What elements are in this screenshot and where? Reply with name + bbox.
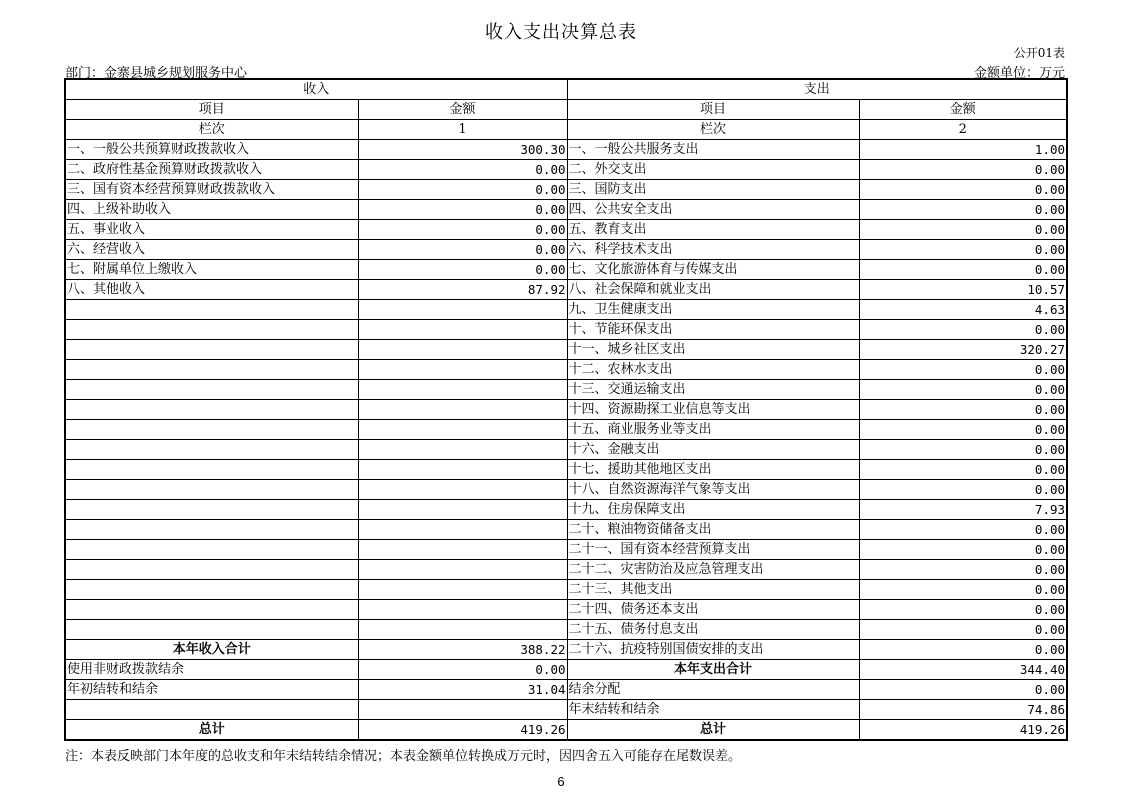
- grand-total-expense-label: 总计: [567, 720, 859, 741]
- income-item-label: [65, 340, 358, 360]
- expense-item-label: 三、国防支出: [567, 180, 859, 200]
- income-item-value: 0.00: [358, 220, 567, 240]
- nonfiscal-row: [65, 660, 1067, 680]
- expense-total-label: 本年支出合计: [567, 660, 859, 680]
- income-item-value: [358, 580, 567, 600]
- header-row-colnum: [65, 120, 1067, 140]
- footnote: 注：本表反映部门本年度的总收支和年末结转结余情况；本表金额单位转换成万元时，因四舍五入可能存在尾数误差。: [65, 749, 742, 764]
- table-row: [65, 400, 1067, 420]
- income-item-value: [358, 480, 567, 500]
- expense-item-label: 二十、粮油物资储备支出: [567, 520, 859, 540]
- income-item-value: 0.00: [358, 200, 567, 220]
- expense-item-label: 十五、商业服务业等支出: [567, 420, 859, 440]
- income-item-value: [358, 420, 567, 440]
- header-row-columns: [65, 100, 1067, 120]
- income-item-value: 0.00: [358, 180, 567, 200]
- expense-item-label: 二十二、灾害防治及应急管理支出: [567, 560, 859, 580]
- table-row: [65, 620, 1067, 640]
- table-row: [65, 540, 1067, 560]
- income-item-label: [65, 620, 358, 640]
- income-item-value: [358, 600, 567, 620]
- income-amount-header: 金额: [358, 100, 567, 120]
- begin-balance-value: 31.04: [358, 680, 567, 700]
- empty-cell: [65, 700, 358, 720]
- income-item-value: [358, 500, 567, 520]
- expense-item-label: 二十一、国有资本经营预算支出: [567, 540, 859, 560]
- header-row-section: [65, 79, 1067, 100]
- expense-item-value: 0.00: [859, 560, 1067, 580]
- expense-item-label: 一、一般公共服务支出: [567, 140, 859, 160]
- grand-total-expense-value: 419.26: [859, 720, 1067, 741]
- expense-item-value: 0.00: [859, 240, 1067, 260]
- income-item-value: [358, 440, 567, 460]
- expense-item-value: 0.00: [859, 360, 1067, 380]
- table-row: [65, 600, 1067, 620]
- expense-item-label: 二、外交支出: [567, 160, 859, 180]
- income-item-label: 五、事业收入: [65, 220, 358, 240]
- expense-item-label: 五、教育支出: [567, 220, 859, 240]
- income-header: 收入: [65, 79, 567, 100]
- table-row: [65, 560, 1067, 580]
- expense-item-label: 十八、自然资源海洋气象等支出: [567, 480, 859, 500]
- table-row: [65, 580, 1067, 600]
- income-item-label: [65, 540, 358, 560]
- income-item-label: [65, 400, 358, 420]
- table-row: [65, 460, 1067, 480]
- nonfiscal-label: 使用非财政拨款结余: [65, 660, 358, 680]
- income-item-value: [358, 520, 567, 540]
- income-item-label: 一、一般公共预算财政拨款收入: [65, 140, 358, 160]
- grand-total-row: [65, 720, 1067, 741]
- expense-item-value: 0.00: [859, 400, 1067, 420]
- form-code: 公开01表: [1013, 46, 1065, 60]
- income-item-value: [358, 540, 567, 560]
- expense-item-label: 十七、援助其他地区支出: [567, 460, 859, 480]
- income-item-label: 四、上级补助收入: [65, 200, 358, 220]
- page-title: 收入支出决算总表: [485, 22, 637, 43]
- expense-item-label: 二十五、债务付息支出: [567, 620, 859, 640]
- income-total-label: 本年收入合计: [65, 640, 358, 660]
- budget-summary-table: [64, 78, 1068, 741]
- income-item-value: 0.00: [358, 160, 567, 180]
- income-item-label: [65, 560, 358, 580]
- expense-item-value: 0.00: [859, 480, 1067, 500]
- expense-item-label: 十六、金融支出: [567, 440, 859, 460]
- expense-item-label: 十一、城乡社区支出: [567, 340, 859, 360]
- expense-item-label: 十、节能环保支出: [567, 320, 859, 340]
- nonfiscal-value: 0.00: [358, 660, 567, 680]
- expense-item-value: 0.00: [859, 600, 1067, 620]
- expense-item-label: 七、文化旅游体育与传媒支出: [567, 260, 859, 280]
- end-balance-row: [65, 700, 1067, 720]
- expense-item-value: 0.00: [859, 540, 1067, 560]
- end-balance-value: 74.86: [859, 700, 1067, 720]
- income-item-value: [358, 340, 567, 360]
- expense-col-label: 栏次: [567, 120, 859, 140]
- expense-item-label: 十四、资源勘探工业信息等支出: [567, 400, 859, 420]
- surplus-dist-label: 结余分配: [567, 680, 859, 700]
- table-row: [65, 260, 1067, 280]
- income-item-label: [65, 580, 358, 600]
- table-row: [65, 420, 1067, 440]
- expense-item-label: 二十四、债务还本支出: [567, 600, 859, 620]
- table-row: [65, 180, 1067, 200]
- table-row: [65, 440, 1067, 460]
- covid-expense-value: 0.00: [859, 640, 1067, 660]
- expense-item-value: 0.00: [859, 440, 1067, 460]
- expense-item-label: 十九、住房保障支出: [567, 500, 859, 520]
- balance-row: [65, 680, 1067, 700]
- unit-label: 金额单位：万元: [973, 66, 1065, 81]
- expense-item-value: 0.00: [859, 520, 1067, 540]
- income-item-value: 0.00: [358, 260, 567, 280]
- income-item-label: [65, 600, 358, 620]
- income-item-value: 300.30: [358, 140, 567, 160]
- income-item-label: 二、政府性基金预算财政拨款收入: [65, 160, 358, 180]
- income-item-value: [358, 300, 567, 320]
- income-item-label: 八、其他收入: [65, 280, 358, 300]
- expense-item-value: 0.00: [859, 220, 1067, 240]
- expense-item-value: 4.63: [859, 300, 1067, 320]
- expense-item-label: 四、公共安全支出: [567, 200, 859, 220]
- table-row: [65, 380, 1067, 400]
- table-row: [65, 200, 1067, 220]
- expense-item-value: 7.93: [859, 500, 1067, 520]
- income-item-label: [65, 480, 358, 500]
- income-item-label: [65, 320, 358, 340]
- income-total-value: 388.22: [358, 640, 567, 660]
- income-item-label: [65, 360, 358, 380]
- table-row: [65, 240, 1067, 260]
- income-item-label: 三、国有资本经营预算财政拨款收入: [65, 180, 358, 200]
- income-item-label: [65, 380, 358, 400]
- expense-item-value: 0.00: [859, 620, 1067, 640]
- income-item-value: 87.92: [358, 280, 567, 300]
- table-row: [65, 360, 1067, 380]
- income-item-value: [358, 360, 567, 380]
- covid-expense-label: 二十六、抗疫特别国债安排的支出: [567, 640, 859, 660]
- expense-item-label: 八、社会保障和就业支出: [567, 280, 859, 300]
- end-balance-label: 年末结转和结余: [567, 700, 859, 720]
- expense-item-value: 0.00: [859, 200, 1067, 220]
- page-number: 6: [557, 774, 565, 789]
- income-item-value: [358, 460, 567, 480]
- expense-item-value: 10.57: [859, 280, 1067, 300]
- income-item-label: [65, 420, 358, 440]
- expense-item-header: 项目: [567, 100, 859, 120]
- expense-item-label: 二十三、其他支出: [567, 580, 859, 600]
- table-row: [65, 140, 1067, 160]
- income-item-value: [358, 380, 567, 400]
- table-row: [65, 220, 1067, 240]
- expense-header: 支出: [567, 79, 1067, 100]
- income-item-value: [358, 560, 567, 580]
- expense-item-label: 十二、农林水支出: [567, 360, 859, 380]
- expense-item-value: 320.27: [859, 340, 1067, 360]
- income-item-label: [65, 520, 358, 540]
- expense-item-value: 0.00: [859, 380, 1067, 400]
- table-row: [65, 160, 1067, 180]
- table-row: [65, 500, 1067, 520]
- income-item-label: [65, 300, 358, 320]
- surplus-dist-value: 0.00: [859, 680, 1067, 700]
- income-item-label: [65, 460, 358, 480]
- expense-total-value: 344.40: [859, 660, 1067, 680]
- grand-total-income-label: 总计: [65, 720, 358, 741]
- table-row: [65, 340, 1067, 360]
- income-col-number: 1: [358, 120, 567, 140]
- grand-total-income-value: 419.26: [358, 720, 567, 741]
- expense-item-value: 0.00: [859, 580, 1067, 600]
- expense-item-value: 0.00: [859, 160, 1067, 180]
- table-row: [65, 480, 1067, 500]
- income-item-header: 项目: [65, 100, 358, 120]
- expense-item-value: 0.00: [859, 320, 1067, 340]
- income-item-label: 六、经营收入: [65, 240, 358, 260]
- table-row: [65, 280, 1067, 300]
- income-item-label: 七、附属单位上缴收入: [65, 260, 358, 280]
- department-label: 部门：金寨县城乡规划服务中心: [65, 66, 248, 81]
- expense-item-label: 六、科学技术支出: [567, 240, 859, 260]
- table-row: [65, 520, 1067, 540]
- income-total-row: [65, 640, 1067, 660]
- begin-balance-label: 年初结转和结余: [65, 680, 358, 700]
- income-item-label: [65, 440, 358, 460]
- income-item-value: [358, 620, 567, 640]
- income-item-value: [358, 320, 567, 340]
- income-col-label: 栏次: [65, 120, 358, 140]
- expense-amount-header: 金额: [859, 100, 1067, 120]
- expense-col-number: 2: [859, 120, 1067, 140]
- expense-item-value: 0.00: [859, 460, 1067, 480]
- expense-item-value: 1.00: [859, 140, 1067, 160]
- income-item-value: 0.00: [358, 240, 567, 260]
- table-row: [65, 320, 1067, 340]
- empty-cell: [358, 700, 567, 720]
- expense-item-label: 十三、交通运输支出: [567, 380, 859, 400]
- income-item-label: [65, 500, 358, 520]
- income-item-value: [358, 400, 567, 420]
- expense-item-value: 0.00: [859, 420, 1067, 440]
- expense-item-value: 0.00: [859, 260, 1067, 280]
- expense-item-label: 九、卫生健康支出: [567, 300, 859, 320]
- expense-item-value: 0.00: [859, 180, 1067, 200]
- table-row: [65, 300, 1067, 320]
